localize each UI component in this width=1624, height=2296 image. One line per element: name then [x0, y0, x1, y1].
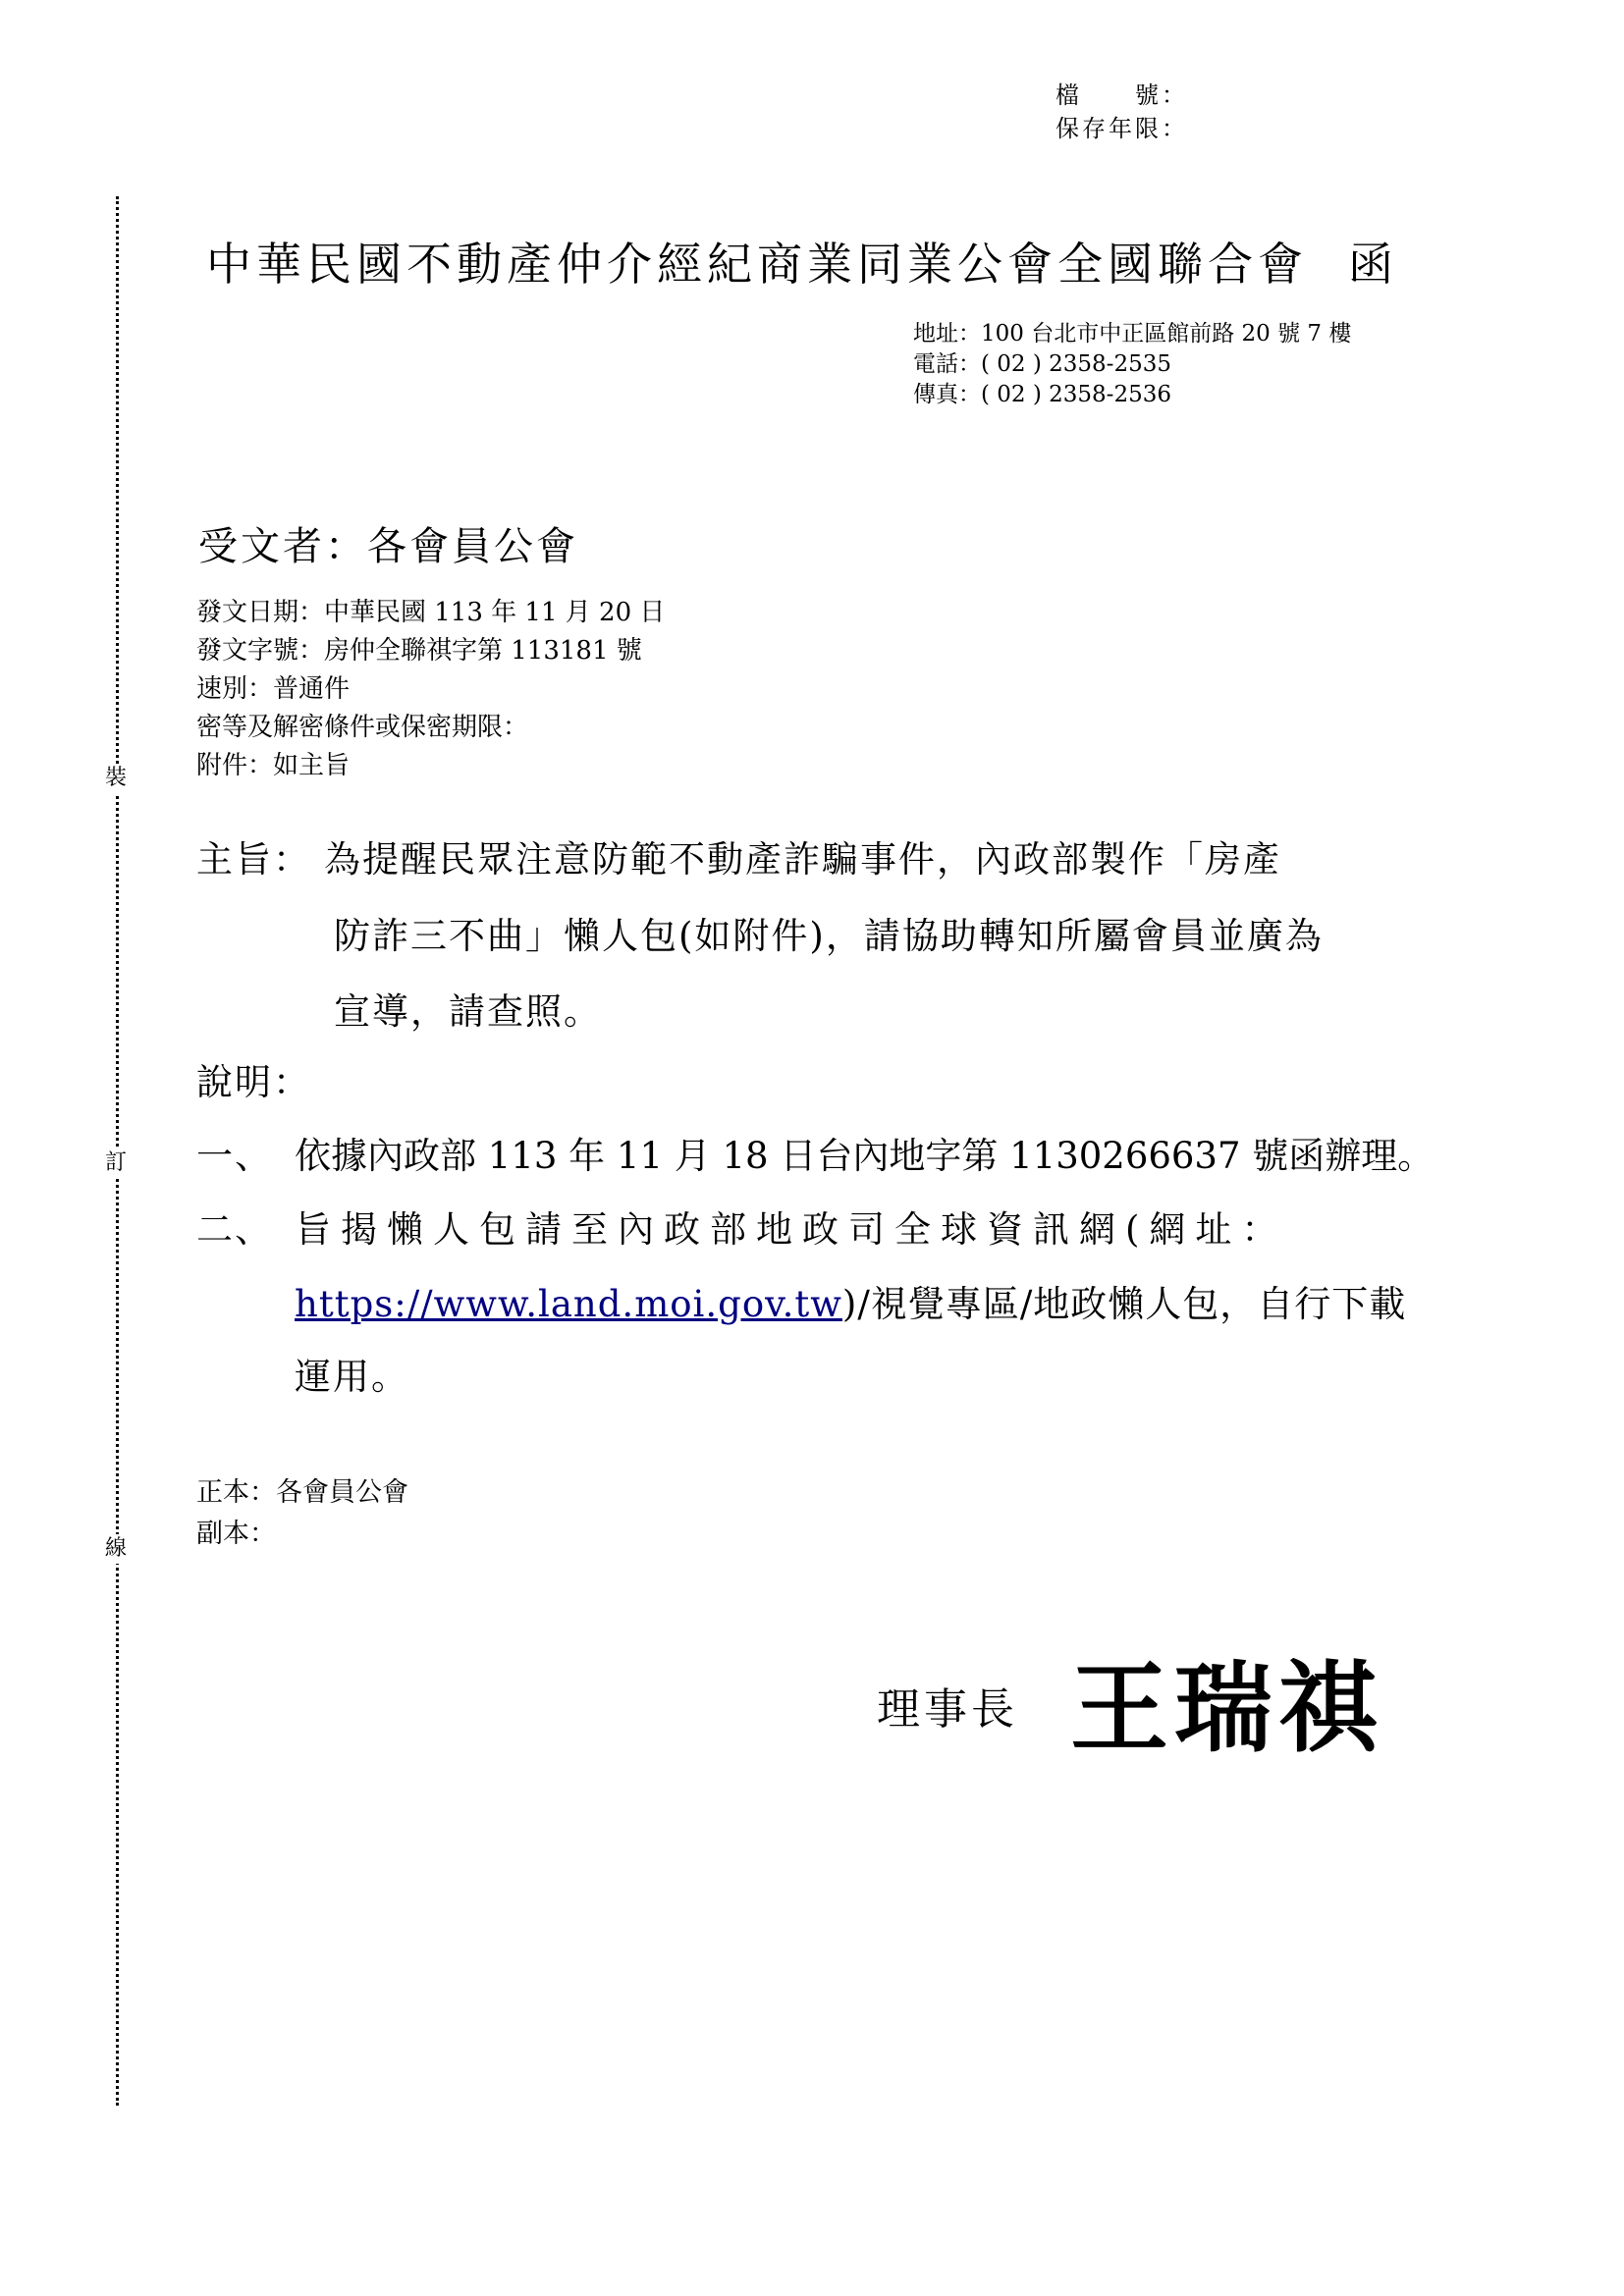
letter-type: 函	[1348, 238, 1393, 291]
item-1-number: 一、	[196, 1135, 273, 1177]
item-2-number: 二、	[196, 1208, 273, 1251]
priority: 速別：普通件	[196, 674, 351, 704]
item-2-line-2	[295, 1274, 1406, 1327]
main-copy: 正本：各會員公會	[196, 1477, 408, 1508]
binding-char-xian: 線	[101, 1534, 131, 1564]
item-1-text: 依據內政部 113 年 11 月 18 日台內地字第 1130266637 號函辦理。	[295, 1135, 1435, 1177]
item-2-line-1: 旨揭懶人包請至內政部地政司全球資訊網(網址：	[295, 1208, 1288, 1251]
subject-line-3: 宣導，請查照。	[334, 990, 602, 1033]
classification: 密等及解密條件或保密期限：	[196, 713, 529, 742]
copies-block	[196, 1472, 408, 1555]
phone: 電話：( 02 ) 2358-2535	[913, 351, 1171, 377]
contact-block	[913, 319, 1351, 410]
issue-date: 發文日期：中華民國 113 年 11 月 20 日	[196, 598, 666, 627]
chairman-signature: 王瑞祺	[1070, 1651, 1382, 1766]
moi-land-link[interactable]: https://www.land.moi.gov.tw	[295, 1283, 842, 1325]
subject-line-2: 防詐三不曲」懶人包(如附件)，請協助轉知所屬會員並廣為	[334, 915, 1324, 957]
file-number-label: 檔 號：	[1056, 81, 1188, 109]
subject-label: 主旨：	[196, 838, 311, 881]
doc-number: 發文字號：房仲全聯祺字第 113181 號	[196, 636, 642, 666]
organization-title: 中華民國不動產仲介經紀商業同業公會全國聯合會	[206, 238, 1308, 291]
item-2-line-2-rest: )/視覺專區/地政懶人包，自行下載	[841, 1283, 1407, 1325]
retention-label: 保存年限：	[1056, 115, 1188, 142]
recipient: 受文者：各會員公會	[198, 524, 578, 569]
explanation-label: 說明：	[196, 1061, 311, 1103]
binding-char-ding: 訂	[101, 1148, 131, 1178]
attachment: 附件：如主旨	[196, 751, 351, 780]
file-info-block	[1056, 79, 1188, 145]
subject-line-1: 為提醒民眾注意防範不動產詐騙事件，內政部製作「房產	[324, 838, 1281, 881]
document-meta	[196, 594, 665, 785]
fax: 傳真：( 02 ) 2358-2536	[913, 382, 1171, 407]
item-2-line-3: 運用。	[295, 1356, 409, 1398]
chairman-title: 理事長	[877, 1684, 1018, 1735]
address: 地址：100 台北市中正區館前路 20 號 7 樓	[913, 321, 1352, 347]
carbon-copy: 副本：	[196, 1519, 276, 1549]
binding-char-zhuang: 裝	[101, 764, 131, 793]
